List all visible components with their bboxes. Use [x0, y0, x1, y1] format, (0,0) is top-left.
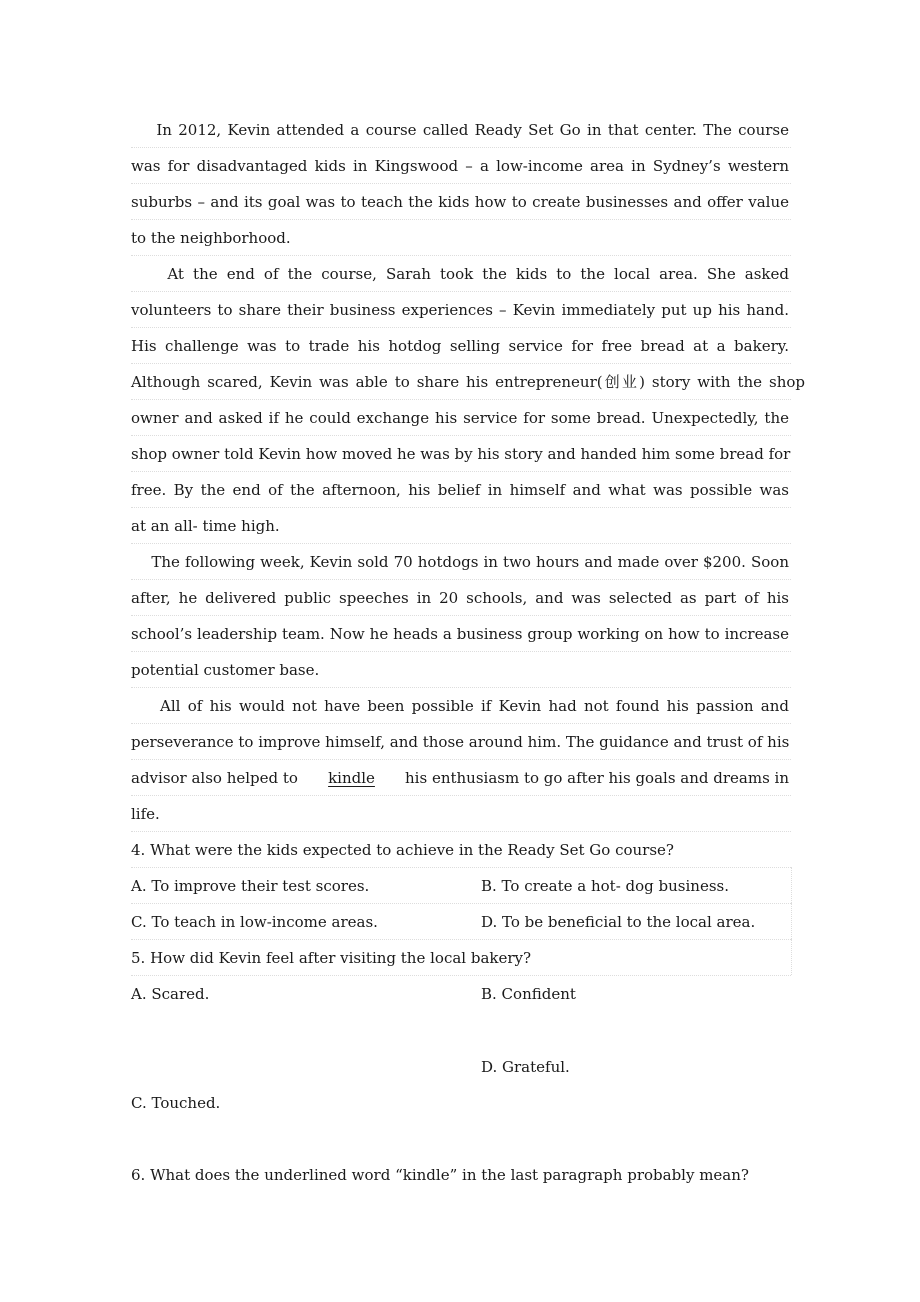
option-b: B. Confident [481, 985, 576, 1003]
rule-line [131, 579, 791, 580]
rule-line [791, 867, 792, 903]
text-line: In 2012, Kevin attended a course called Ready Set Go in that center. The course [131, 121, 789, 139]
text-segment: his enthusiasm to go after his goals and dreams in [400, 769, 789, 787]
text-line: potential customer base. [131, 661, 320, 679]
option-d: D. To be beneficial to the local area. [481, 913, 756, 931]
text-line: shop owner told Kevin how moved he was by his story and handed him some bread for [131, 445, 791, 463]
rule-line [131, 867, 791, 868]
option-a: A. Scared. [131, 985, 210, 1003]
option-a: A. To improve their test scores. [131, 877, 370, 895]
rule-line [131, 939, 791, 940]
rule-line [131, 219, 791, 220]
text-line: school’s leadership team. Now he heads a business group working on how to increase [131, 625, 789, 643]
question-stem: 5. How did Kevin feel after visiting the local bakery? [131, 949, 532, 967]
rule-line [131, 255, 791, 256]
text-line: perseverance to improve himself, and those around him. The guidance and trust of his [131, 733, 790, 751]
option-c: C. To teach in low-income areas. [131, 913, 378, 931]
rule-line [131, 399, 791, 400]
rule-line [131, 147, 791, 148]
text-line: life. [131, 805, 160, 823]
text-line: was for disadvantaged kids in Kingswood – a low-income area in Sydney’s western [131, 157, 789, 175]
rule-line [131, 831, 791, 832]
rule-line [131, 759, 791, 760]
rule-line [131, 471, 791, 472]
text-line: All of his would not have been possible if Kevin had not found his passion and [131, 697, 789, 715]
text-line: at an all- time high. [131, 517, 280, 535]
rule-line [131, 327, 791, 328]
rule-line [791, 939, 792, 975]
option-d: D. Grateful. [481, 1058, 570, 1076]
text-line: Although scared, Kevin was able to share his entrepreneur(创业) story with the shop [131, 373, 805, 391]
text-line: At the end of the course, Sarah took the kids to the local area. She asked [131, 265, 789, 283]
text-line: owner and asked if he could exchange his service for some bread. Unexpectedly, the [131, 409, 789, 427]
text-segment: advisor also helped to [131, 769, 303, 787]
text-line: after, he delivered public speeches in 20 schools, and was selected as part of his [131, 589, 789, 607]
rule-line [131, 435, 791, 436]
rule-line [131, 615, 791, 616]
text-line: free. By the end of the afternoon, his belief in himself and what was possible was [131, 481, 789, 499]
rule-line [131, 507, 791, 508]
rule-line [131, 183, 791, 184]
text-line: The following week, Kevin sold 70 hotdogs in two hours and made over $200. Soon [131, 553, 789, 571]
rule-line [131, 291, 791, 292]
rule-line [131, 651, 791, 652]
text-line [131, 768, 789, 788]
rule-line [131, 363, 791, 364]
question-stem: 6. What does the underlined word “kindle” in the last paragraph probably mean? [131, 1166, 749, 1184]
rule-line [131, 687, 791, 688]
text-line: volunteers to share their business experiences – Kevin immediately put up his hand. [131, 301, 789, 319]
text-line: to the neighborhood. [131, 229, 291, 247]
text-line: His challenge was to trade his hotdog selling service for free bread at a bakery. [131, 337, 789, 355]
rule-line [131, 795, 791, 796]
rule-line [791, 903, 792, 939]
text-line: suburbs – and its goal was to teach the kids how to create businesses and offer value [131, 193, 789, 211]
rule-line [131, 723, 791, 724]
question-stem: 4. What were the kids expected to achieve in the Ready Set Go course? [131, 841, 674, 859]
underlined-word-kindle: kindle [328, 769, 375, 787]
rule-line [131, 903, 791, 904]
option-b: B. To create a hot- dog business. [481, 877, 729, 895]
option-c: C. Touched. [131, 1094, 221, 1112]
rule-line [131, 975, 791, 976]
rule-line [131, 543, 791, 544]
